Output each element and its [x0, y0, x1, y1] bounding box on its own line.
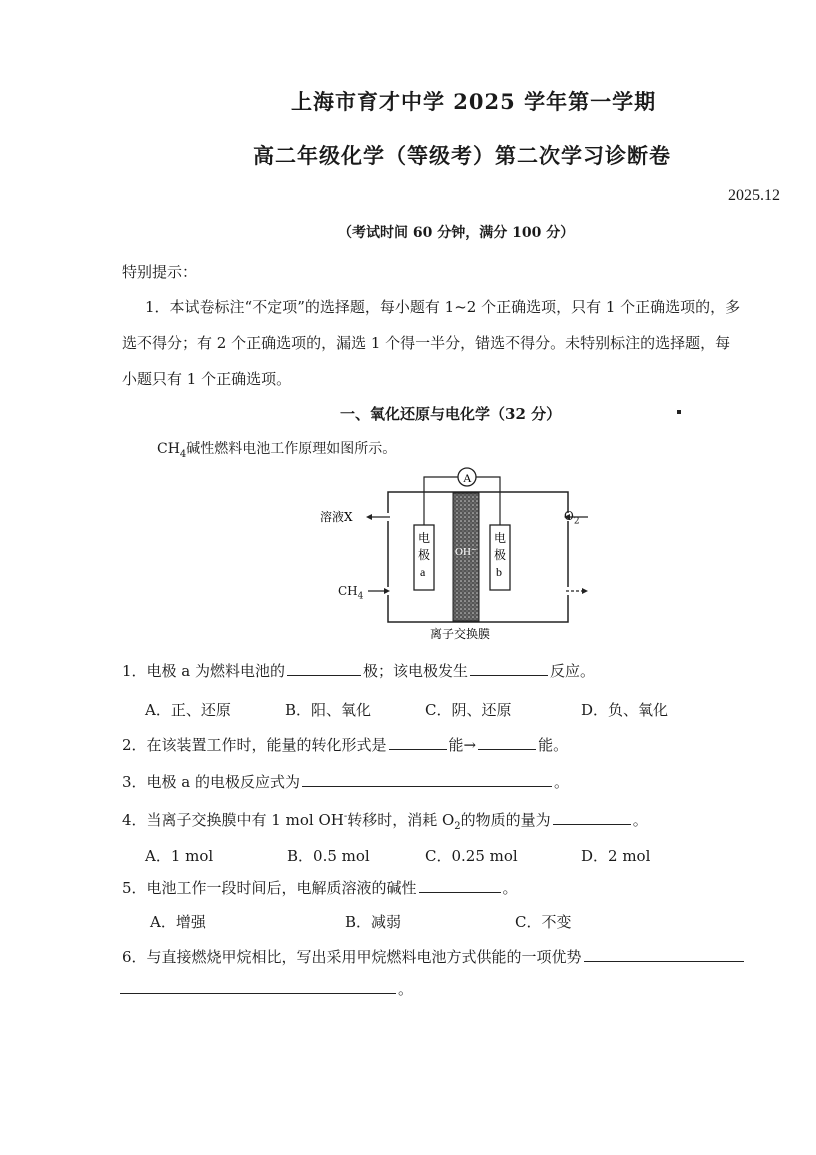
arrow-left-out: [366, 514, 372, 520]
electrode-b-char3: b: [496, 565, 502, 579]
q1-option-a[interactable]: A．正、还原: [145, 701, 231, 719]
o2-sub: 2: [573, 516, 580, 527]
oh-label: OH⁻: [455, 546, 477, 558]
solution-x-label: 溶液X: [320, 510, 353, 524]
q4-text-a: 4．当离子交换膜中有 1 mol OH: [122, 811, 344, 829]
question-2: [122, 734, 568, 755]
q6-text-a: 6．与直接燃烧甲烷相比，写出采用甲烷燃料电池方式供能的一项优势: [122, 948, 582, 966]
section-intro: [157, 438, 396, 460]
exam-info: （考试时间 60 分钟，满分 100 分）: [338, 225, 575, 241]
question-4: [122, 809, 648, 832]
q2-text-b: 能→: [448, 736, 477, 754]
q2-blank-1[interactable]: [389, 735, 447, 750]
q3-text-a: 3．电极 a 的电极反应式为: [122, 773, 301, 791]
membrane-label: 离子交换膜: [430, 627, 491, 641]
electrode-a-char3: a: [420, 565, 426, 579]
q5-option-b[interactable]: B．减弱: [345, 913, 402, 931]
q4-text-b: 转移时，消耗 O: [347, 811, 455, 829]
q5-option-a[interactable]: A．增强: [150, 913, 206, 931]
q4-option-d[interactable]: D．2 mol: [581, 847, 651, 865]
exam-title-line2: 高二年级化学（等级考）第二次学习诊断卷: [253, 143, 671, 168]
ammeter-label: A: [463, 471, 472, 485]
q4-blank[interactable]: [553, 810, 631, 825]
q1-option-d[interactable]: D．负、氧化: [581, 701, 669, 719]
o2-label: [564, 509, 580, 526]
ch4-label: [338, 584, 363, 601]
section-bullet-mark: [677, 410, 681, 414]
intro-ch: CH: [157, 441, 180, 457]
notice-line2: 选不得分；有 2 个正确选项的，漏选 1 个得一半分，错选不得分。未特别标注的选择题，每: [122, 334, 731, 352]
q2-text-c: 能。: [538, 736, 569, 754]
q1-text-a: 1．电极 a 为燃料电池的: [122, 662, 286, 680]
notice-label: 特别提示：: [122, 263, 198, 281]
o2-text: O: [564, 509, 574, 523]
q4-sup: -: [343, 811, 348, 822]
ch4-sub: 4: [357, 591, 364, 602]
q4-option-b[interactable]: B．0.5 mol: [287, 847, 370, 865]
electrode-a-char1: 电: [418, 531, 431, 545]
question-6: [122, 946, 746, 967]
section-title: 一、氧化还原与电化学（32 分）: [340, 405, 562, 423]
q3-text-b: 。: [554, 773, 570, 791]
q5-blank[interactable]: [419, 878, 501, 893]
question-5: [122, 877, 518, 898]
q4-text-d: 。: [632, 811, 648, 829]
electrode-b-char1: 电: [494, 531, 507, 545]
electrode-b-char2: 极: [494, 548, 507, 562]
q1-blank-1[interactable]: [287, 661, 361, 676]
question-1: [122, 660, 595, 681]
q4-option-a[interactable]: A．1 mol: [145, 847, 214, 865]
arrow-right-out: [582, 588, 588, 594]
ch4-text: CH: [338, 584, 358, 598]
q1-option-c[interactable]: C．阴、还原: [425, 701, 512, 719]
q5-text-b: 。: [502, 879, 518, 897]
intro-ch-sub: 4: [179, 448, 187, 460]
q1-text-b: 极；该电极发生: [363, 662, 469, 680]
exam-title-line1: 上海市育才中学 2025 学年第一学期: [291, 89, 657, 114]
q1-text-c: 反应。: [550, 662, 596, 680]
q6-blank-2[interactable]: [120, 979, 396, 994]
q5-option-c[interactable]: C．不变: [515, 913, 572, 931]
q6-text-b: 。: [398, 980, 414, 998]
fuel-cell-diagram: [320, 460, 590, 645]
q5-text-a: 5．电池工作一段时间后，电解质溶液的碱性: [122, 879, 417, 897]
q2-blank-2[interactable]: [478, 735, 536, 750]
electrode-a-char2: 极: [418, 548, 431, 562]
question-6-line2: [118, 978, 413, 999]
q4-text-c: 的物质的量为: [460, 811, 551, 829]
q3-blank[interactable]: [302, 772, 552, 787]
q4-sub: 2: [454, 821, 461, 832]
q4-option-c[interactable]: C．0.25 mol: [425, 847, 518, 865]
q6-blank-1[interactable]: [584, 947, 744, 962]
q2-text-a: 2．在该装置工作时，能量的转化形式是: [122, 736, 387, 754]
notice-line3: 小题只有 1 个正确选项。: [122, 370, 292, 388]
q1-option-b[interactable]: B．阳、氧化: [285, 701, 372, 719]
exam-date: 2025.12: [728, 187, 780, 204]
question-3: [122, 771, 569, 792]
intro-rest: 碱性燃料电池工作原理如图所示。: [186, 441, 397, 457]
notice-line1: 1．本试卷标注“不定项”的选择题，每小题有 1~2 个正确选项，只有 1 个正确选项的，多: [145, 298, 741, 316]
q1-blank-2[interactable]: [470, 661, 548, 676]
